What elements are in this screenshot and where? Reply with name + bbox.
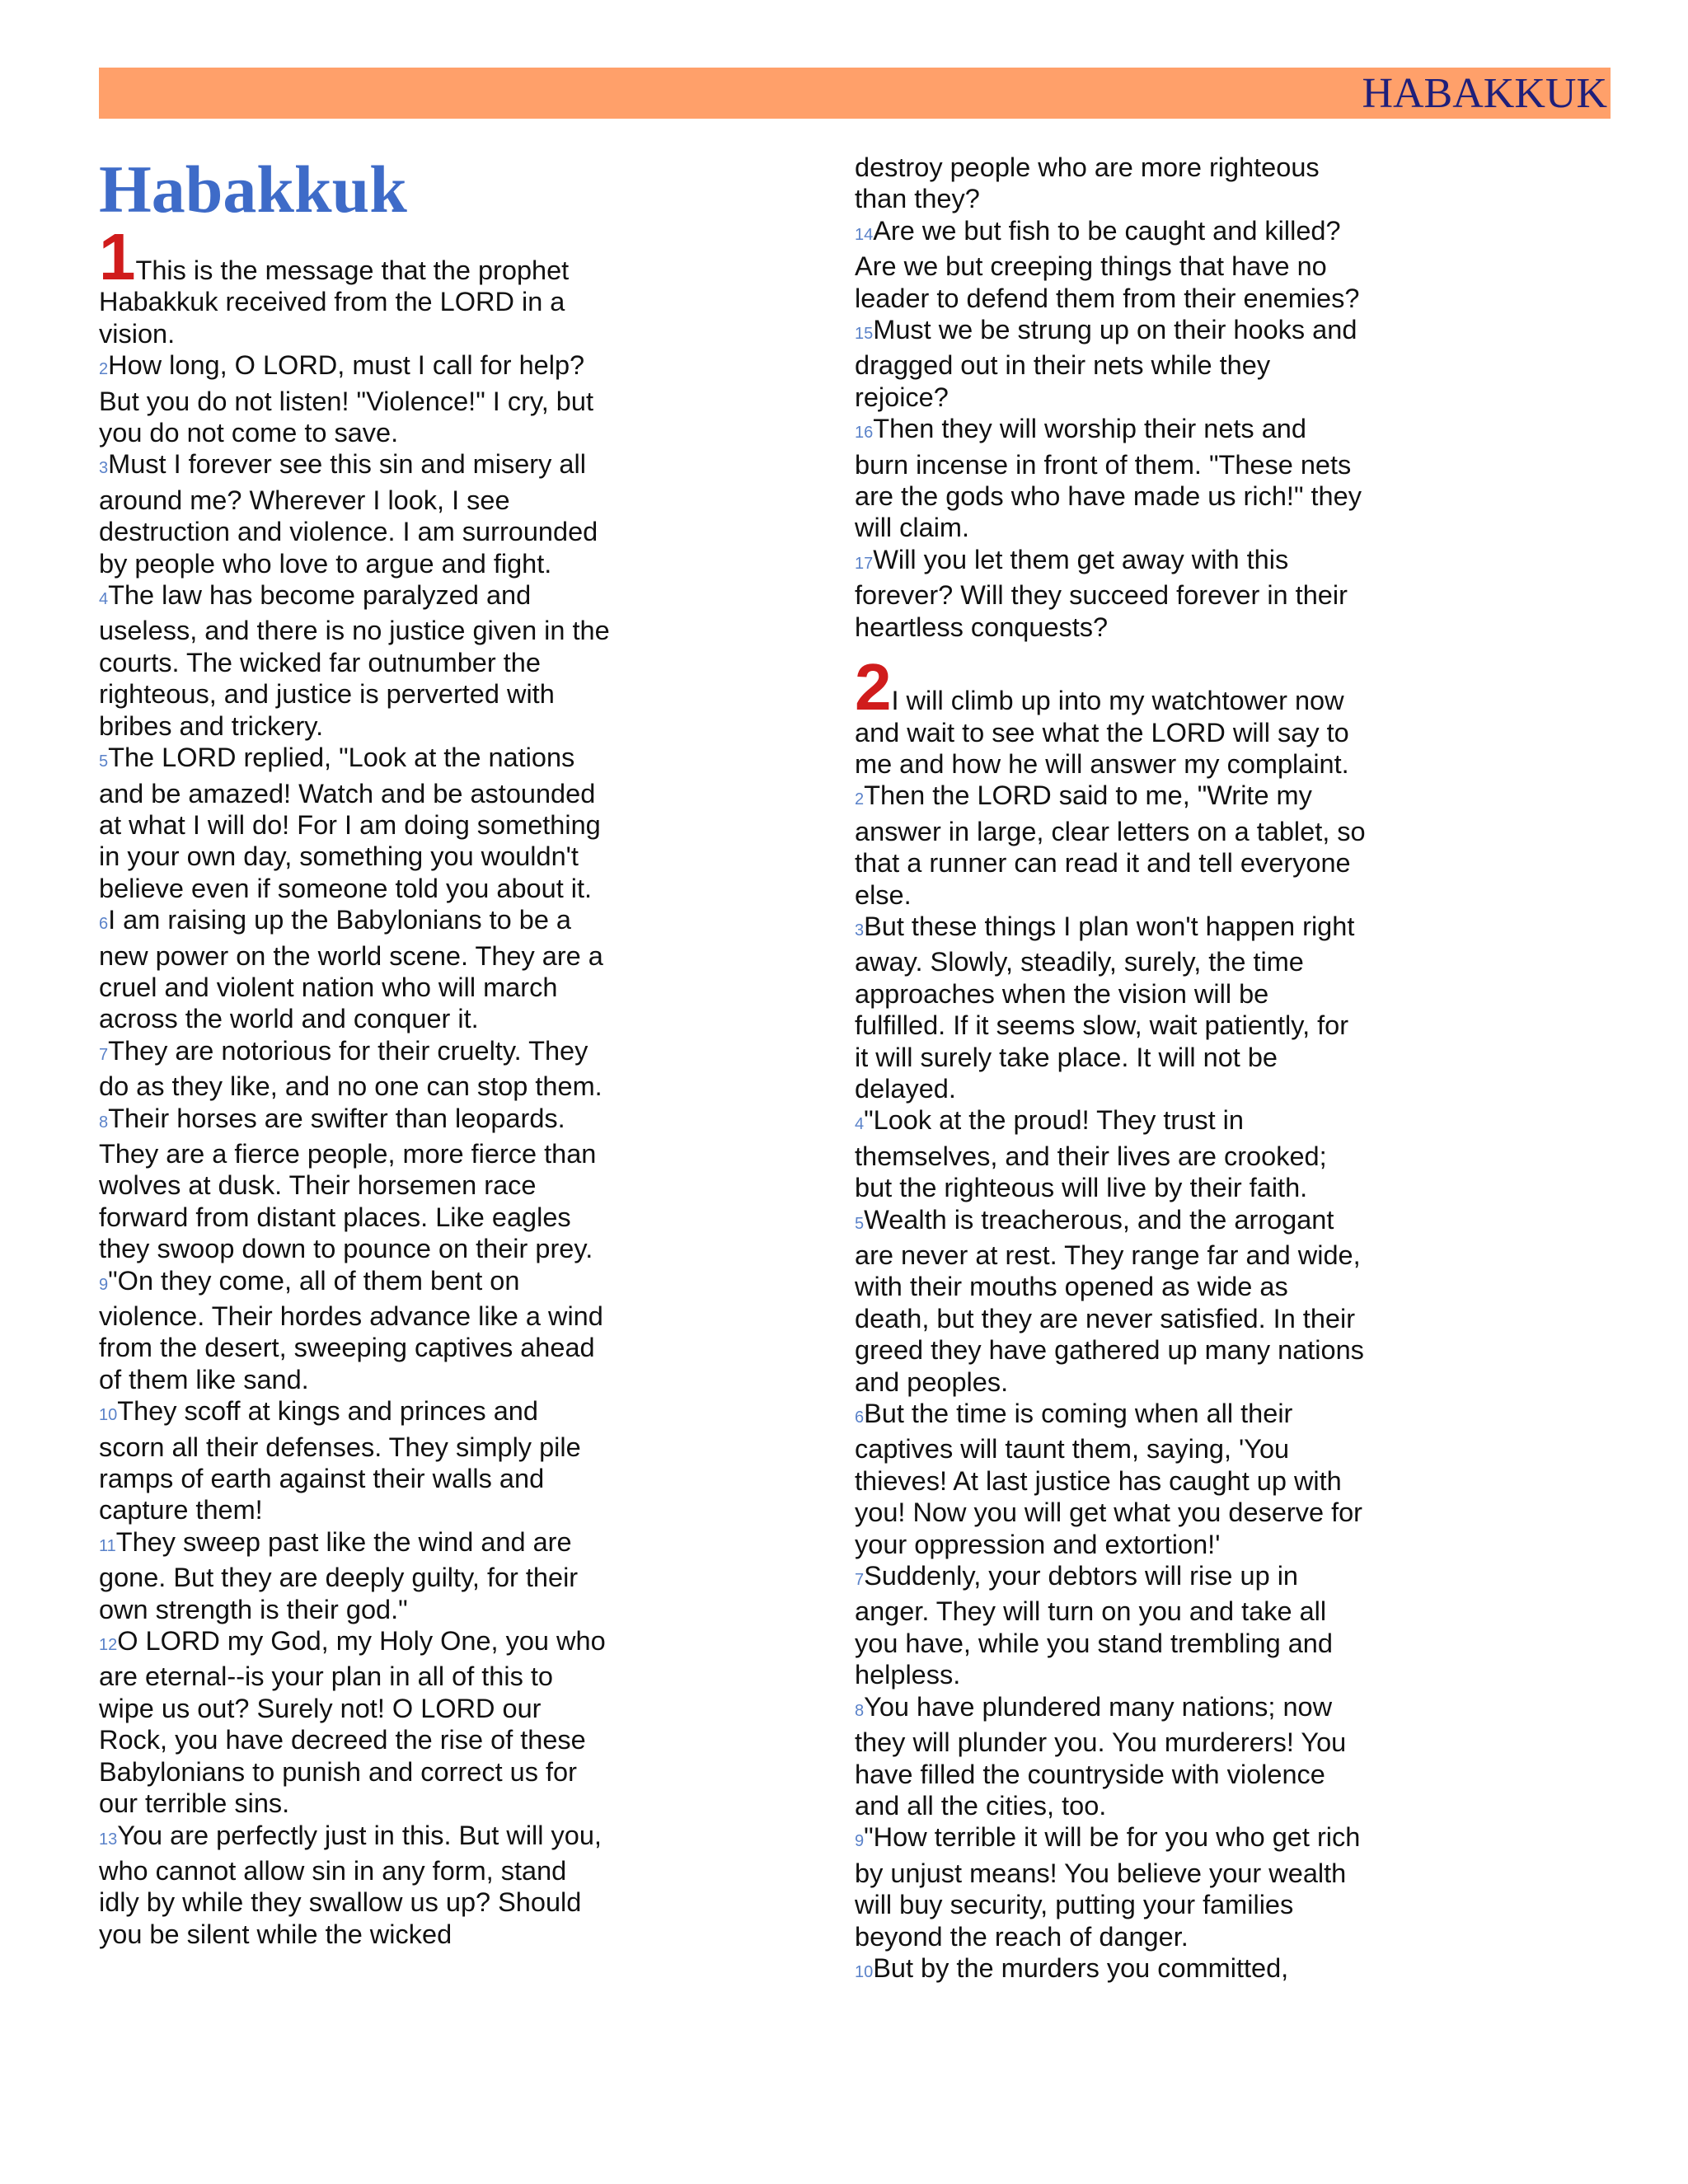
- verse: [855, 1560, 1366, 1691]
- verse: [99, 1265, 610, 1396]
- verse-number: 17: [855, 554, 874, 573]
- verse: [855, 544, 1366, 643]
- verse: [855, 413, 1366, 544]
- verse: [855, 1952, 1366, 1988]
- verse: [99, 1526, 610, 1625]
- verse-number: 6: [855, 1408, 865, 1427]
- verse-text: I will climb up into my watchtower now and wait to see what the LORD will say to me and how he will answer my complaint.: [855, 686, 1349, 779]
- verse-text: "On they come, all of them bent on violence. Their hordes advance like a wind from the desert, sweeping captives ahead of them like sand.: [99, 1265, 603, 1394]
- verse: [99, 1035, 610, 1103]
- running-head: HABAKKUK: [1362, 70, 1607, 117]
- verse-number: 5: [99, 752, 109, 771]
- verse-text: I am raising up the Babylonians to be a new power on the world scene. They are a cruel and violent nation who will march across the world and conquer it.: [99, 905, 603, 1034]
- left-column: [99, 152, 610, 1950]
- right-column: [855, 152, 1366, 1988]
- verse: [99, 1625, 610, 1819]
- verse: [855, 1821, 1366, 1952]
- chapter-number: 1: [99, 220, 136, 293]
- header-bar: [99, 68, 1611, 119]
- verse: [855, 1691, 1366, 1822]
- verse-number: 3: [855, 921, 865, 940]
- chapter-1-rest: [855, 215, 1366, 643]
- verse: [855, 650, 1366, 780]
- verse-text: But by the murders you committed,: [873, 1952, 1289, 1983]
- verse-number: 2: [855, 790, 865, 809]
- verse-number: 3: [99, 459, 109, 478]
- verse-text: Must we be strung up on their hooks and dragged out in their nets while they rejoice?: [855, 315, 1357, 412]
- verse: [855, 911, 1366, 1104]
- verse-text: They scoff at kings and princes and scorn all their defenses. They simply pile ramps of earth against their walls and capture them!: [99, 1396, 581, 1526]
- verse: [855, 780, 1366, 911]
- verse: [99, 904, 610, 1035]
- verse-number: 4: [855, 1115, 865, 1134]
- verse-text: The LORD replied, "Look at the nations and be amazed! Watch and be astounded at what I will do! For I am doing something in your own day, something you wouldn't believe even if someone told you about it.: [99, 743, 601, 903]
- verse-number: 9: [99, 1275, 109, 1294]
- verse-text: This is the message that the prophet Habakkuk received from the LORD in a vision.: [99, 255, 570, 349]
- verse-text: You have plundered many nations; now they will plunder you. You murderers! You have filled the countryside with violence and all the cities, too.: [855, 1691, 1347, 1821]
- verse-number: 15: [855, 325, 874, 344]
- verse: [99, 1395, 610, 1526]
- chapter-1: [99, 220, 610, 1950]
- verse-text: "How terrible it will be for you who get rich by unjust means! You believe your wealth will buy security, putting your families beyond the reach of danger.: [855, 1822, 1361, 1952]
- verse: [99, 349, 610, 448]
- verse: [855, 314, 1366, 413]
- verse-text: O LORD my God, my Holy One, you who are eternal--is your plan in all of this to wipe us out? Surely not! O LORD our Rock, you have decreed the rise of these Babylonians to punish and correct us for our terrible sins.: [99, 1626, 606, 1819]
- verse-text: How long, O LORD, must I call for help? But you do not listen! "Violence!" I cry, but you do not come to save.: [99, 350, 593, 448]
- continuation-text: destroy people who are more righteous than they?: [855, 152, 1320, 214]
- verse-text: But the time is coming when all their captives will taunt them, saying, 'You thieves! At last justice has caught up with you! Now you will get what you deserve for your oppression and extortion!': [855, 1399, 1362, 1559]
- verse: [855, 1204, 1366, 1398]
- verse-text: Then they will worship their nets and burn incense in front of them. "These nets are the gods who have made us rich!" they will claim.: [855, 414, 1362, 543]
- verse: [99, 1103, 610, 1265]
- verse-number: 14: [855, 225, 874, 244]
- verse-number: 8: [99, 1113, 109, 1132]
- verse-number: 12: [99, 1636, 118, 1655]
- verse-text: Wealth is treacherous, and the arrogant are never at rest. They range far and wide, with their mouths opened as wide as death, but they are never satisfied. In their greed they have gathered up many nations and peoples.: [855, 1204, 1364, 1397]
- verse-text: "Look at the proud! They trust in themselves, and their lives are crooked; but the righteous will live by their faith.: [855, 1105, 1327, 1203]
- verse-number: 13: [99, 1830, 118, 1849]
- verse-text: Will you let them get away with this forever? Will they succeed forever in their heartless conquests?: [855, 544, 1348, 642]
- verse-text: You are perfectly just in this. But will you, who cannot allow sin in any form, stand idly by while they swallow us up? Should you be silent while the wicked: [99, 1820, 602, 1949]
- chapter-number: 2: [855, 650, 892, 724]
- verse-text: Are we but fish to be caught and killed? Are we but creeping things that have no leader to defend them from their enemies?: [855, 215, 1360, 313]
- verse-number: 4: [99, 590, 109, 609]
- verse: [99, 579, 610, 742]
- verse-number: 11: [99, 1536, 116, 1555]
- verse-text: Then the LORD said to me, "Write my answer in large, clear letters on a tablet, so that a runner can read it and tell everyone else.: [855, 780, 1366, 910]
- verse-number: 6: [99, 915, 109, 934]
- verse: [99, 220, 610, 349]
- verse: [99, 1820, 610, 1951]
- verse: [855, 215, 1366, 314]
- verse: [99, 742, 610, 904]
- book-title: Habakkuk: [99, 152, 407, 227]
- verse-text: They sweep past like the wind and are gone. But they are deeply guilty, for their own strength is their god.": [99, 1526, 579, 1624]
- verse: [99, 448, 610, 579]
- verse: [855, 1104, 1366, 1203]
- verse-number: 7: [99, 1045, 109, 1064]
- verse: [855, 1398, 1366, 1560]
- verse-text: Their horses are swifter than leopards. They are a fierce people, more fierce than wolves at dusk. Their horsemen race forward from distant places. Like eagles they swoop down to pounce on their prey.: [99, 1103, 597, 1264]
- verse-text: The law has become paralyzed and useless, and there is no justice given in the courts. The wicked far outnumber the righteous, and justice is perverted with bribes and trickery.: [99, 580, 610, 741]
- verse-number: 16: [855, 424, 874, 443]
- verse-number: 7: [855, 1571, 865, 1590]
- verse-number: 5: [855, 1214, 865, 1233]
- verse-text: But these things I plan won't happen right away. Slowly, steadily, surely, the time approaches when the vision will be fulfilled. If it seems slow, wait patiently, for it will surely take place. It will not be delayed.: [855, 911, 1355, 1104]
- verse-text: Must I forever see this sin and misery all around me? Wherever I look, I see destruction and violence. I am surrounded by people who love to argue and fight.: [99, 449, 598, 579]
- verse-number: 10: [99, 1406, 118, 1425]
- verse-number: 8: [855, 1701, 865, 1720]
- verse-number: 2: [99, 360, 109, 379]
- verse-text: They are notorious for their cruelty. They do as they like, and no one can stop them.: [99, 1035, 603, 1102]
- chapter-2: [855, 650, 1366, 1988]
- verse-text: Suddenly, your debtors will rise up in anger. They will turn on you and take all you have, while you stand trembling and helpless.: [855, 1561, 1333, 1690]
- verse-number: 9: [855, 1832, 865, 1851]
- verse-number: 10: [855, 1962, 874, 1981]
